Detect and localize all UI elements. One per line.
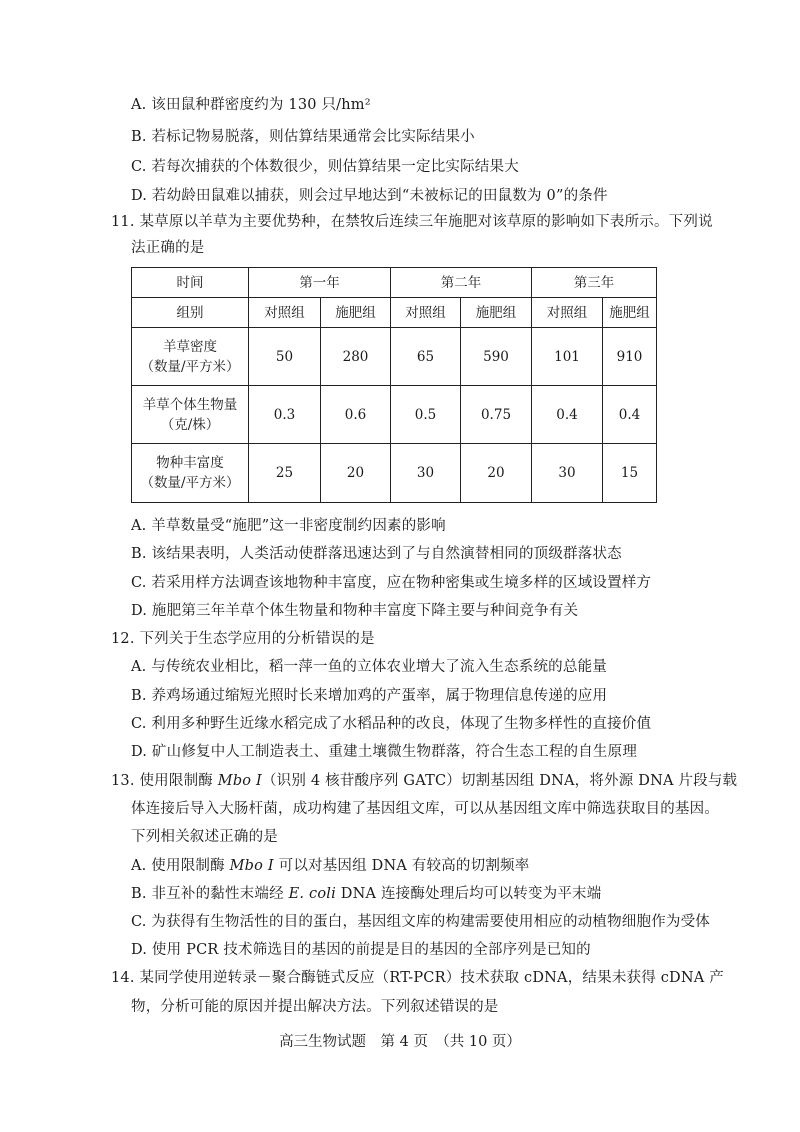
q11-option-a: A. 羊草数量受“施肥”这一非密度制约因素的影响: [131, 518, 446, 534]
group-fertilized: 施肥组: [603, 298, 657, 328]
table-cell: 30: [391, 444, 461, 503]
table-cell: 0.3: [249, 386, 321, 444]
q12-stem: 12. 下列关于生态学应用的分析错误的是: [111, 631, 375, 647]
header-time: 时间: [132, 268, 249, 298]
page-footer: 高三生物试题 第 4 页 （共 10 页）: [279, 1034, 521, 1050]
q13-option-c: C. 为获得有生物活性的目的蛋白，基因组文库的构建需要使用相应的动植物细胞作为受体: [131, 914, 710, 930]
table-cell: 0.75: [461, 386, 532, 444]
q11-data-table: [131, 267, 657, 503]
group-control: 对照组: [391, 298, 461, 328]
table-cell: 30: [532, 444, 603, 503]
table-cell: 280: [321, 328, 391, 386]
q13-stem-line3: 下列相关叙述正确的是: [131, 829, 278, 845]
table-cell: 0.6: [321, 386, 391, 444]
table-cell: 0.4: [603, 386, 657, 444]
q10-option-a: A. 该田鼠种群密度约为 130 只/hm²: [131, 97, 371, 113]
group-control: 对照组: [532, 298, 603, 328]
q11-option-c: C. 若采用样方法调查该地物种丰富度，应在物种密集或生境多样的区域设置样方: [131, 575, 652, 591]
q13-option-d: D. 使用 PCR 技术筛选目的基因的前提是目的基因的全部序列是已知的: [131, 942, 591, 958]
enzyme-name: Mbo Ⅰ: [217, 773, 262, 789]
species-name: E. coli: [288, 886, 336, 902]
table-cell: 0.4: [532, 386, 603, 444]
table-cell: 15: [603, 444, 657, 503]
header-year-3: 第三年: [532, 268, 657, 298]
q13-stem-line1: 13. 使用限制酶 Mbo Ⅰ（识别 4 核苷酸序列 GATC）切割基因组 DNA，将外源 DNA 片段与载: [111, 773, 738, 789]
table-cell: 25: [249, 444, 321, 503]
table-row: [132, 328, 657, 386]
row-label: 羊草密度 （数量/平方米）: [132, 328, 249, 386]
q14-stem-line1: 14. 某同学使用逆转录－聚合酶链式反应（RT-PCR）技术获取 cDNA，结果未获得 cDNA 产: [111, 970, 724, 986]
table-cell: 20: [321, 444, 391, 503]
table-row: [132, 444, 657, 503]
group-fertilized: 施肥组: [321, 298, 391, 328]
q13-stem-line2: 体连接后导入大肠杆菌，成功构建了基因组文库，可以从基因组文库中筛选获取目的基因。: [131, 801, 719, 817]
table-row: [132, 386, 657, 444]
group-fertilized: 施肥组: [461, 298, 532, 328]
q10-option-c: C. 若每次捕获的个体数很少，则估算结果一定比实际结果大: [131, 159, 519, 175]
q12-option-c: C. 利用多种野生近缘水稻完成了水稻品种的改良，体现了生物多样性的直接价值: [131, 716, 652, 732]
q12-option-b: B. 养鸡场通过缩短光照时长来增加鸡的产蛋率，属于物理信息传递的应用: [131, 688, 608, 704]
table-cell: 590: [461, 328, 532, 386]
table-cell: 65: [391, 328, 461, 386]
header-year-2: 第二年: [391, 268, 532, 298]
q13-option-b: B. 非互补的黏性末端经 E. coli DNA 连接酶处理后均可以转变为平末端: [131, 886, 602, 902]
table-cell: 50: [249, 328, 321, 386]
row-label: 物种丰富度 （数量/平方米）: [132, 444, 249, 503]
q11-stem-line2: 法正确的是: [131, 240, 205, 256]
q14-stem-line2: 物，分析可能的原因并提出解决方法。下列叙述错误的是: [131, 999, 499, 1015]
row-label: 羊草个体生物量 （克/株）: [132, 386, 249, 444]
q10-option-d: D. 若幼龄田鼠难以捕获，则会过早地达到“未被标记的田鼠数为 0”的条件: [131, 188, 608, 204]
q11-option-d: D. 施肥第三年羊草个体生物量和物种丰富度下降主要与种间竞争有关: [131, 603, 579, 619]
header-year-1: 第一年: [249, 268, 391, 298]
q12-option-d: D. 矿山修复中人工制造表土、重建土壤微生物群落，符合生态工程的自生原理: [131, 744, 638, 760]
group-control: 对照组: [249, 298, 321, 328]
enzyme-name: Mbo Ⅰ: [229, 858, 274, 874]
table-cell: 910: [603, 328, 657, 386]
q13-option-a: A. 使用限制酶 Mbo Ⅰ 可以对基因组 DNA 有较高的切割频率: [131, 858, 530, 874]
table-cell: 0.5: [391, 386, 461, 444]
q10-option-b: B. 若标记物易脱落，则估算结果通常会比实际结果小: [131, 129, 475, 145]
table-cell: 101: [532, 328, 603, 386]
header-group: 组别: [132, 298, 249, 328]
q11-option-b: B. 该结果表明，人类活动使群落迅速达到了与自然演替相同的顶级群落状态: [131, 546, 622, 562]
q12-option-a: A. 与传统农业相比，稻一萍一鱼的立体农业增大了流入生态系统的总能量: [131, 659, 607, 675]
table-cell: 20: [461, 444, 532, 503]
q11-stem-line1: 11. 某草原以羊草为主要优势种，在禁牧后连续三年施肥对该草原的影响如下表所示。下列说: [111, 214, 713, 230]
